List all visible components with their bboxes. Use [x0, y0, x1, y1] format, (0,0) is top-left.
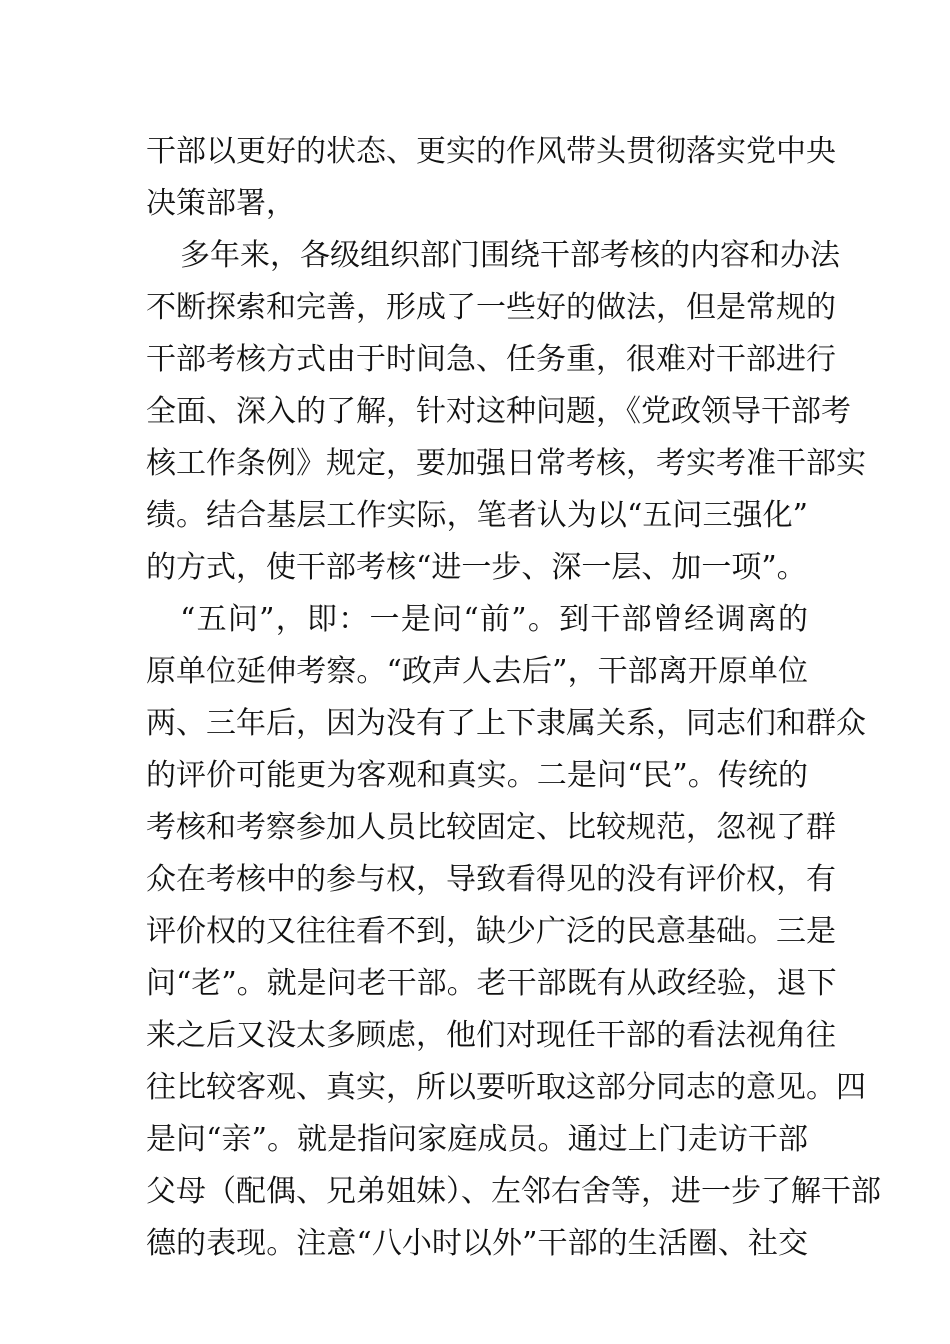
text-line: 德的表现。注意“八小时以外”干部的生活圈、社交: [146, 1226, 808, 1261]
text-line: 的方式，使干部考核“进一步、深一层、加一项”。: [146, 550, 807, 585]
text-line: 是问“亲”。就是指问家庭成员。通过上门走访干部: [146, 1122, 808, 1157]
text-line: 往比较客观、真实，所以要听取这部分同志的意见。四: [146, 1070, 866, 1105]
text-line: 干部以更好的状态、更实的作风带头贯彻落实党中央: [146, 134, 836, 169]
text-line: 评价权的又往往看不到，缺少广泛的民意基础。三是: [146, 914, 836, 949]
text-line: 父母（配偶、兄弟姐妹）、左邻右舍等，进一步了解干部: [146, 1174, 881, 1209]
text-line: 决策部署，: [146, 186, 296, 221]
text-line: 问“老”。就是问老干部。老干部既有从政经验，退下: [146, 966, 837, 1001]
text-line: 两、三年后，因为没有了上下隶属关系，同志们和群众: [146, 706, 866, 741]
text-line: 多年来，各级组织部门围绕干部考核的内容和办法: [180, 238, 840, 273]
text-line: 众在考核中的参与权，导致看得见的没有评价权，有: [146, 862, 836, 897]
text-line: 的评价可能更为客观和真实。二是问“民”。传统的: [146, 758, 808, 793]
text-line: 不断探索和完善，形成了一些好的做法，但是常规的: [146, 290, 836, 325]
text-line: 干部考核方式由于时间急、任务重，很难对干部进行: [146, 342, 836, 377]
text-line: 核工作条例》规定，要加强日常考核，考实考准干部实: [146, 446, 866, 481]
document-body: [146, 126, 881, 1270]
text-line: “五问”，即：一是问“前”。到干部曾经调离的: [180, 602, 808, 637]
text-line: 来之后又没太多顾虑，他们对现任干部的看法视角往: [146, 1018, 836, 1053]
text-line: 原单位延伸考察。“政声人去后”，干部离开原单位: [146, 654, 808, 689]
text-line: 全面、深入的了解，针对这种问题，《党政领导干部考: [146, 394, 851, 429]
text-line: 考核和考察参加人员比较固定、比较规范，忽视了群: [146, 810, 836, 845]
text-line: 绩。结合基层工作实际，笔者认为以“五问三强化”: [146, 498, 808, 533]
